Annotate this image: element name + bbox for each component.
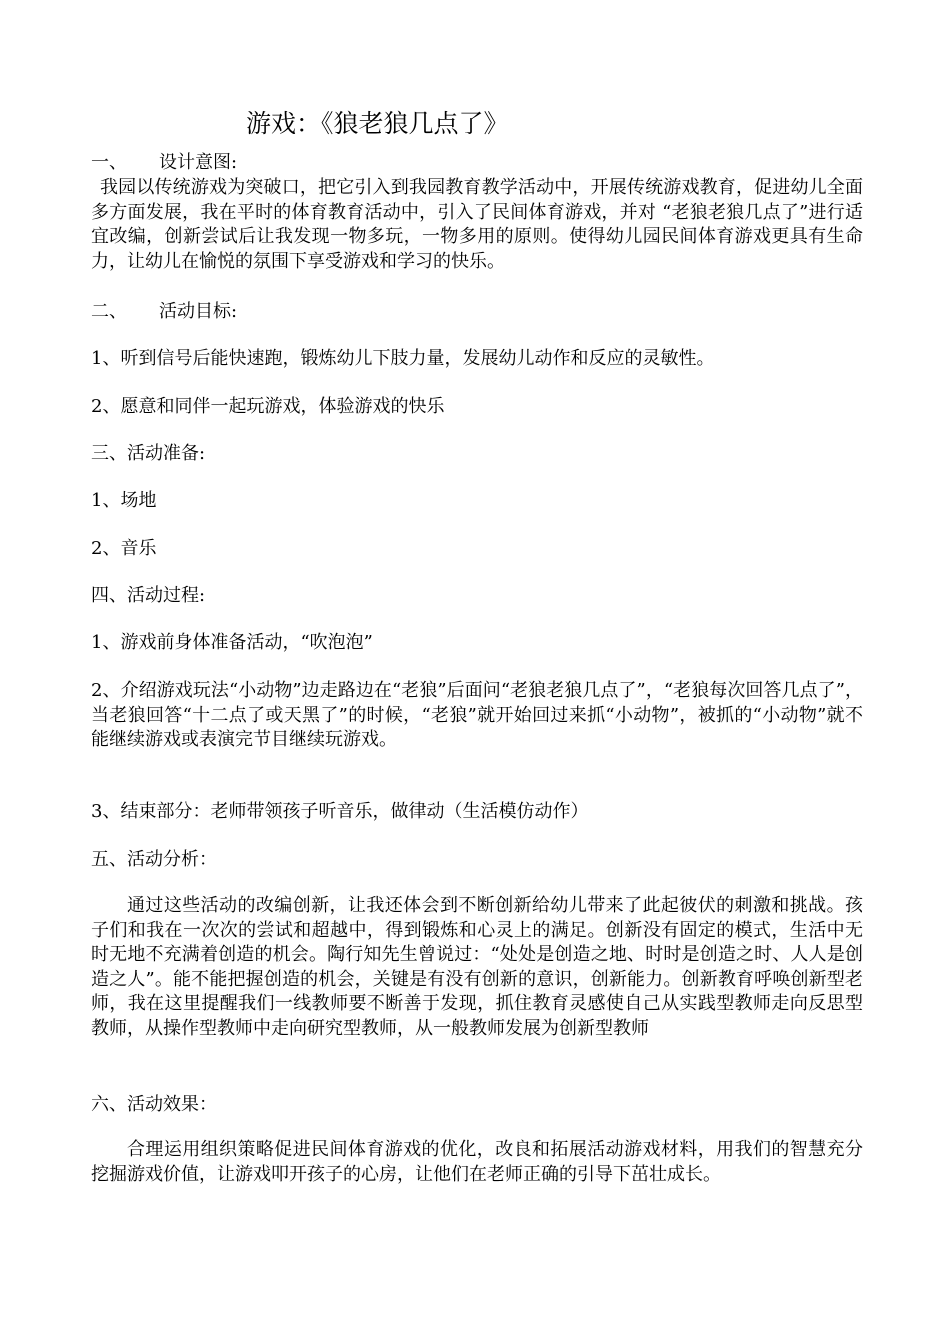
section-6-body: 合理运用组织策略促进民间体育游戏的优化，改良和拓展活动游戏材料，用我们的智慧充分挖掘游戏价值，让游戏叩开孩子的心房，让他们在老师正确的引导下茁壮成长。: [91, 1139, 863, 1185]
prep-item-1: 1、场地: [91, 490, 157, 511]
section-1-number: 一、: [91, 152, 127, 173]
section-5-heading: 五、活动分析：: [91, 849, 217, 870]
prep-item-2: 2、音乐: [91, 538, 157, 559]
section-1-label: 设计意图:: [159, 152, 238, 173]
section-5-body: 通过这些活动的改编创新，让我还体会到不断创新给幼儿带来了此起彼伏的刺激和挑战。孩子们和我在一次次的尝试和超越中，得到锻炼和心灵上的满足。创新没有固定的模式，生活中无时无地不充满着创造的机会。陶行知先生曾说过：“处处是创造之地、时时是创造之时、人人是创造之人”。能不能把握创造的机会，关键是有没有创新的意识，创新能力。创新教育呼唤创新型老师，我在这里提醒我们一线教师要不断善于发现，抓住教育灵感使自己从实践型教师走向反思型教师，从操作型教师中走向研究型教师，从一般教师发展为创新型教师: [91, 895, 863, 1039]
document-title: 游戏：《狼老狼几点了》: [246, 109, 509, 138]
section-3-heading: 三、活动准备:: [91, 443, 206, 464]
goal-item-1: 1、听到信号后能快速跑，锻炼幼儿下肢力量，发展幼儿动作和反应的灵敏性。: [91, 348, 715, 369]
goal-item-2: 2、愿意和同伴一起玩游戏，体验游戏的快乐: [91, 396, 445, 417]
section-2-number: 二、: [91, 301, 127, 322]
section-2-label: 活动目标:: [159, 301, 238, 322]
process-item-1: 1、游戏前身体准备活动，“吹泡泡”: [91, 632, 373, 653]
process-item-3: 3、结束部分：老师带领孩子听音乐，做律动（生活模仿动作）: [91, 801, 589, 822]
section-2-heading: [91, 300, 237, 324]
section-4-heading: 四、活动过程:: [91, 585, 206, 606]
section-6-heading: 六、活动效果：: [91, 1094, 217, 1115]
process-item-2: 2、介绍游戏玩法“小动物”边走路边在“老狼”后面问“老狼老狼几点了”，“老狼每次回答几点了”，当老狼回答“十二点了或天黑了”的时候，“老狼”就开始回过来抓“小动物”，被抓的“小动物”就不能继续游戏或表演完节目继续玩游戏。: [91, 680, 863, 750]
section-1-body: 我园以传统游戏为突破口，把它引入到我园教育教学活动中，开展传统游戏教育，促进幼儿全面多方面发展，我在平时的体育教育活动中，引入了民间体育游戏，并对 “老狼老狼几点了”进行适宜改编，创新尝试后让我发现一物多玩，一物多用的原则。使得幼儿园民间体育游戏更具有生命力，让幼儿在愉悦的氛围下享受游戏和学习的快乐。: [91, 177, 863, 272]
section-1-heading: [91, 151, 237, 175]
